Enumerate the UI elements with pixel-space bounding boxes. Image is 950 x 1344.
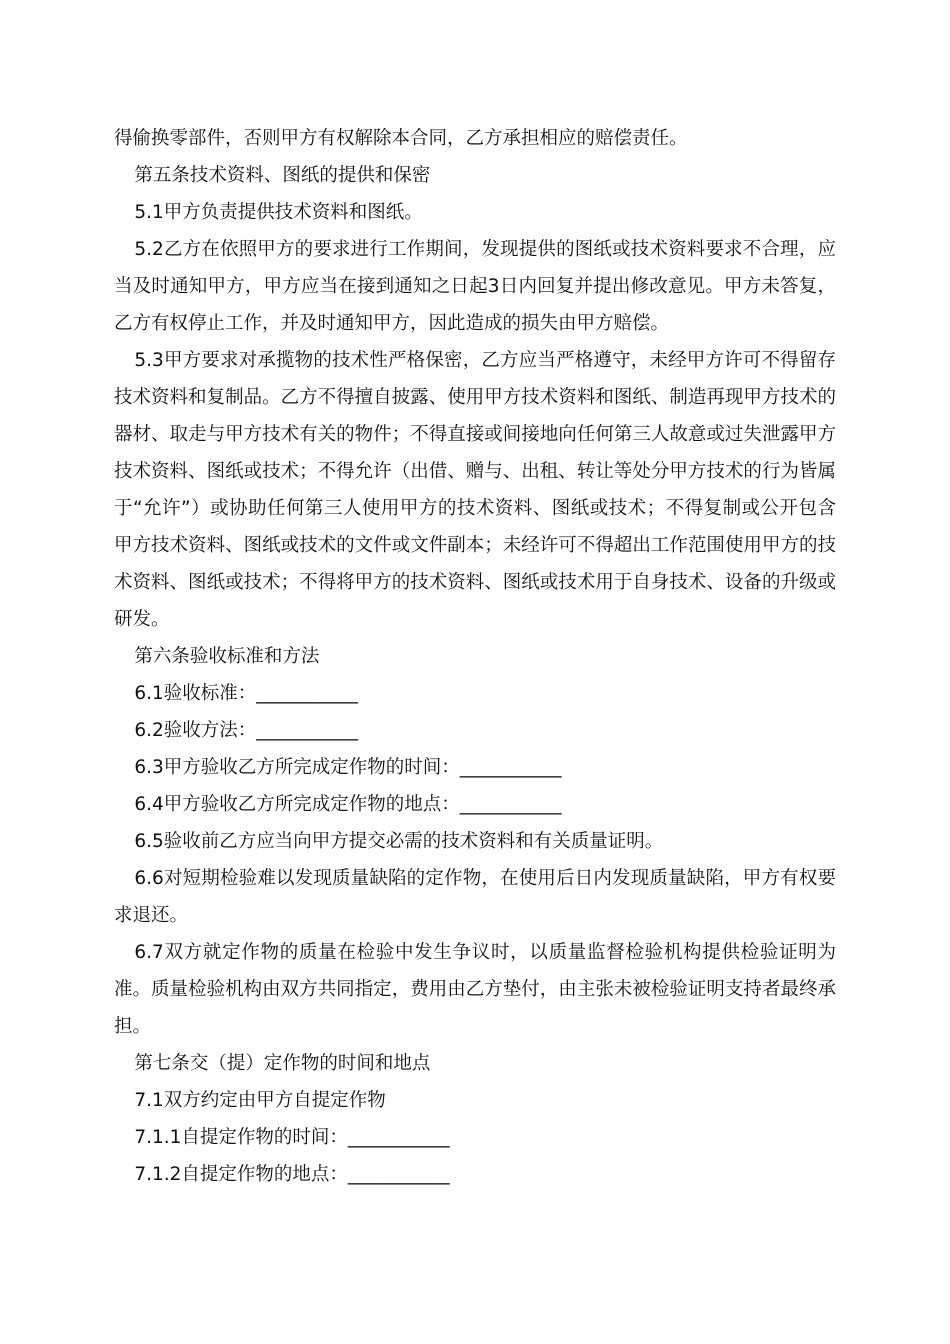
- clause-6-3: 6.3甲方验收乙方所完成定作物的时间：___________: [134, 757, 562, 778]
- clause-5-3: 5.3甲方要求对承揽物的技术性严格保密，乙方应当严格遵守，未经甲方许可不得留存技术资料和复制品。乙方不得擅自披露、使用甲方技术资料和图纸、制造再现甲方技术的器材、取走与甲方技术有关的物件；不得直接或间接地向任何第三人故意或过失泄露甲方技术资料、图纸或技术；不得允许（出借、赠与、出租、转让等处分甲方技术的行为皆属于“允许”）或协助任何第三人使用甲方的技术资料、图纸或技术；不得复制或公开包含甲方技术资料、图纸或技术的文件或文件副本；未经许可不得超出工作范围使用甲方的技术资料、图纸或技术；不得将甲方的技术资料、图纸或技术用于自身技术、设备的升级或研发。: [114, 350, 836, 630]
- clause-6-4: 6.4甲方验收乙方所完成定作物的地点：___________: [134, 794, 562, 815]
- clause-5-1: 5.1甲方负责提供技术资料和图纸。: [134, 202, 423, 223]
- document-body: [114, 120, 836, 1193]
- heading-article-6: 第六条验收标准和方法: [134, 646, 320, 667]
- clause-5-2: 5.2乙方在依照甲方的要求进行工作期间，发现提供的图纸或技术资料要求不合理，应当及时通知甲方，甲方应当在接到通知之日起3日内回复并提出修改意见。甲方未答复，乙方有权停止工作，并及时通知甲方，因此造成的损失由甲方赔偿。: [114, 239, 836, 334]
- clause-7-1-1: 7.1.1自提定作物的时间：___________: [134, 1127, 450, 1148]
- clause-6-7: 6.7双方就定作物的质量在检验中发生争议时，以质量监督检验机构提供检验证明为准。质量检验机构由双方共同指定，费用由乙方垫付，由主张未被检验证明支持者最终承担。: [114, 942, 836, 1037]
- paragraph-continuation: 得偷换零部件，否则甲方有权解除本合同，乙方承担相应的赔偿责任。: [114, 128, 688, 149]
- clause-6-5: 6.5验收前乙方应当向甲方提交必需的技术资料和有关质量证明。: [134, 831, 664, 852]
- clause-6-2: 6.2验收方法：___________: [134, 720, 359, 741]
- clause-7-1-2: 7.1.2自提定作物的地点：___________: [134, 1164, 450, 1185]
- clause-7-1: 7.1双方约定由甲方自提定作物: [134, 1090, 386, 1111]
- heading-article-7: 第七条交（提）定作物的时间和地点: [134, 1053, 431, 1074]
- clause-6-6: 6.6对短期检验难以发现质量缺陷的定作物，在使用后日内发现质量缺陷，甲方有权要求退还。: [114, 868, 836, 926]
- clause-6-1: 6.1验收标准：___________: [134, 683, 359, 704]
- heading-article-5: 第五条技术资料、图纸的提供和保密: [134, 165, 431, 186]
